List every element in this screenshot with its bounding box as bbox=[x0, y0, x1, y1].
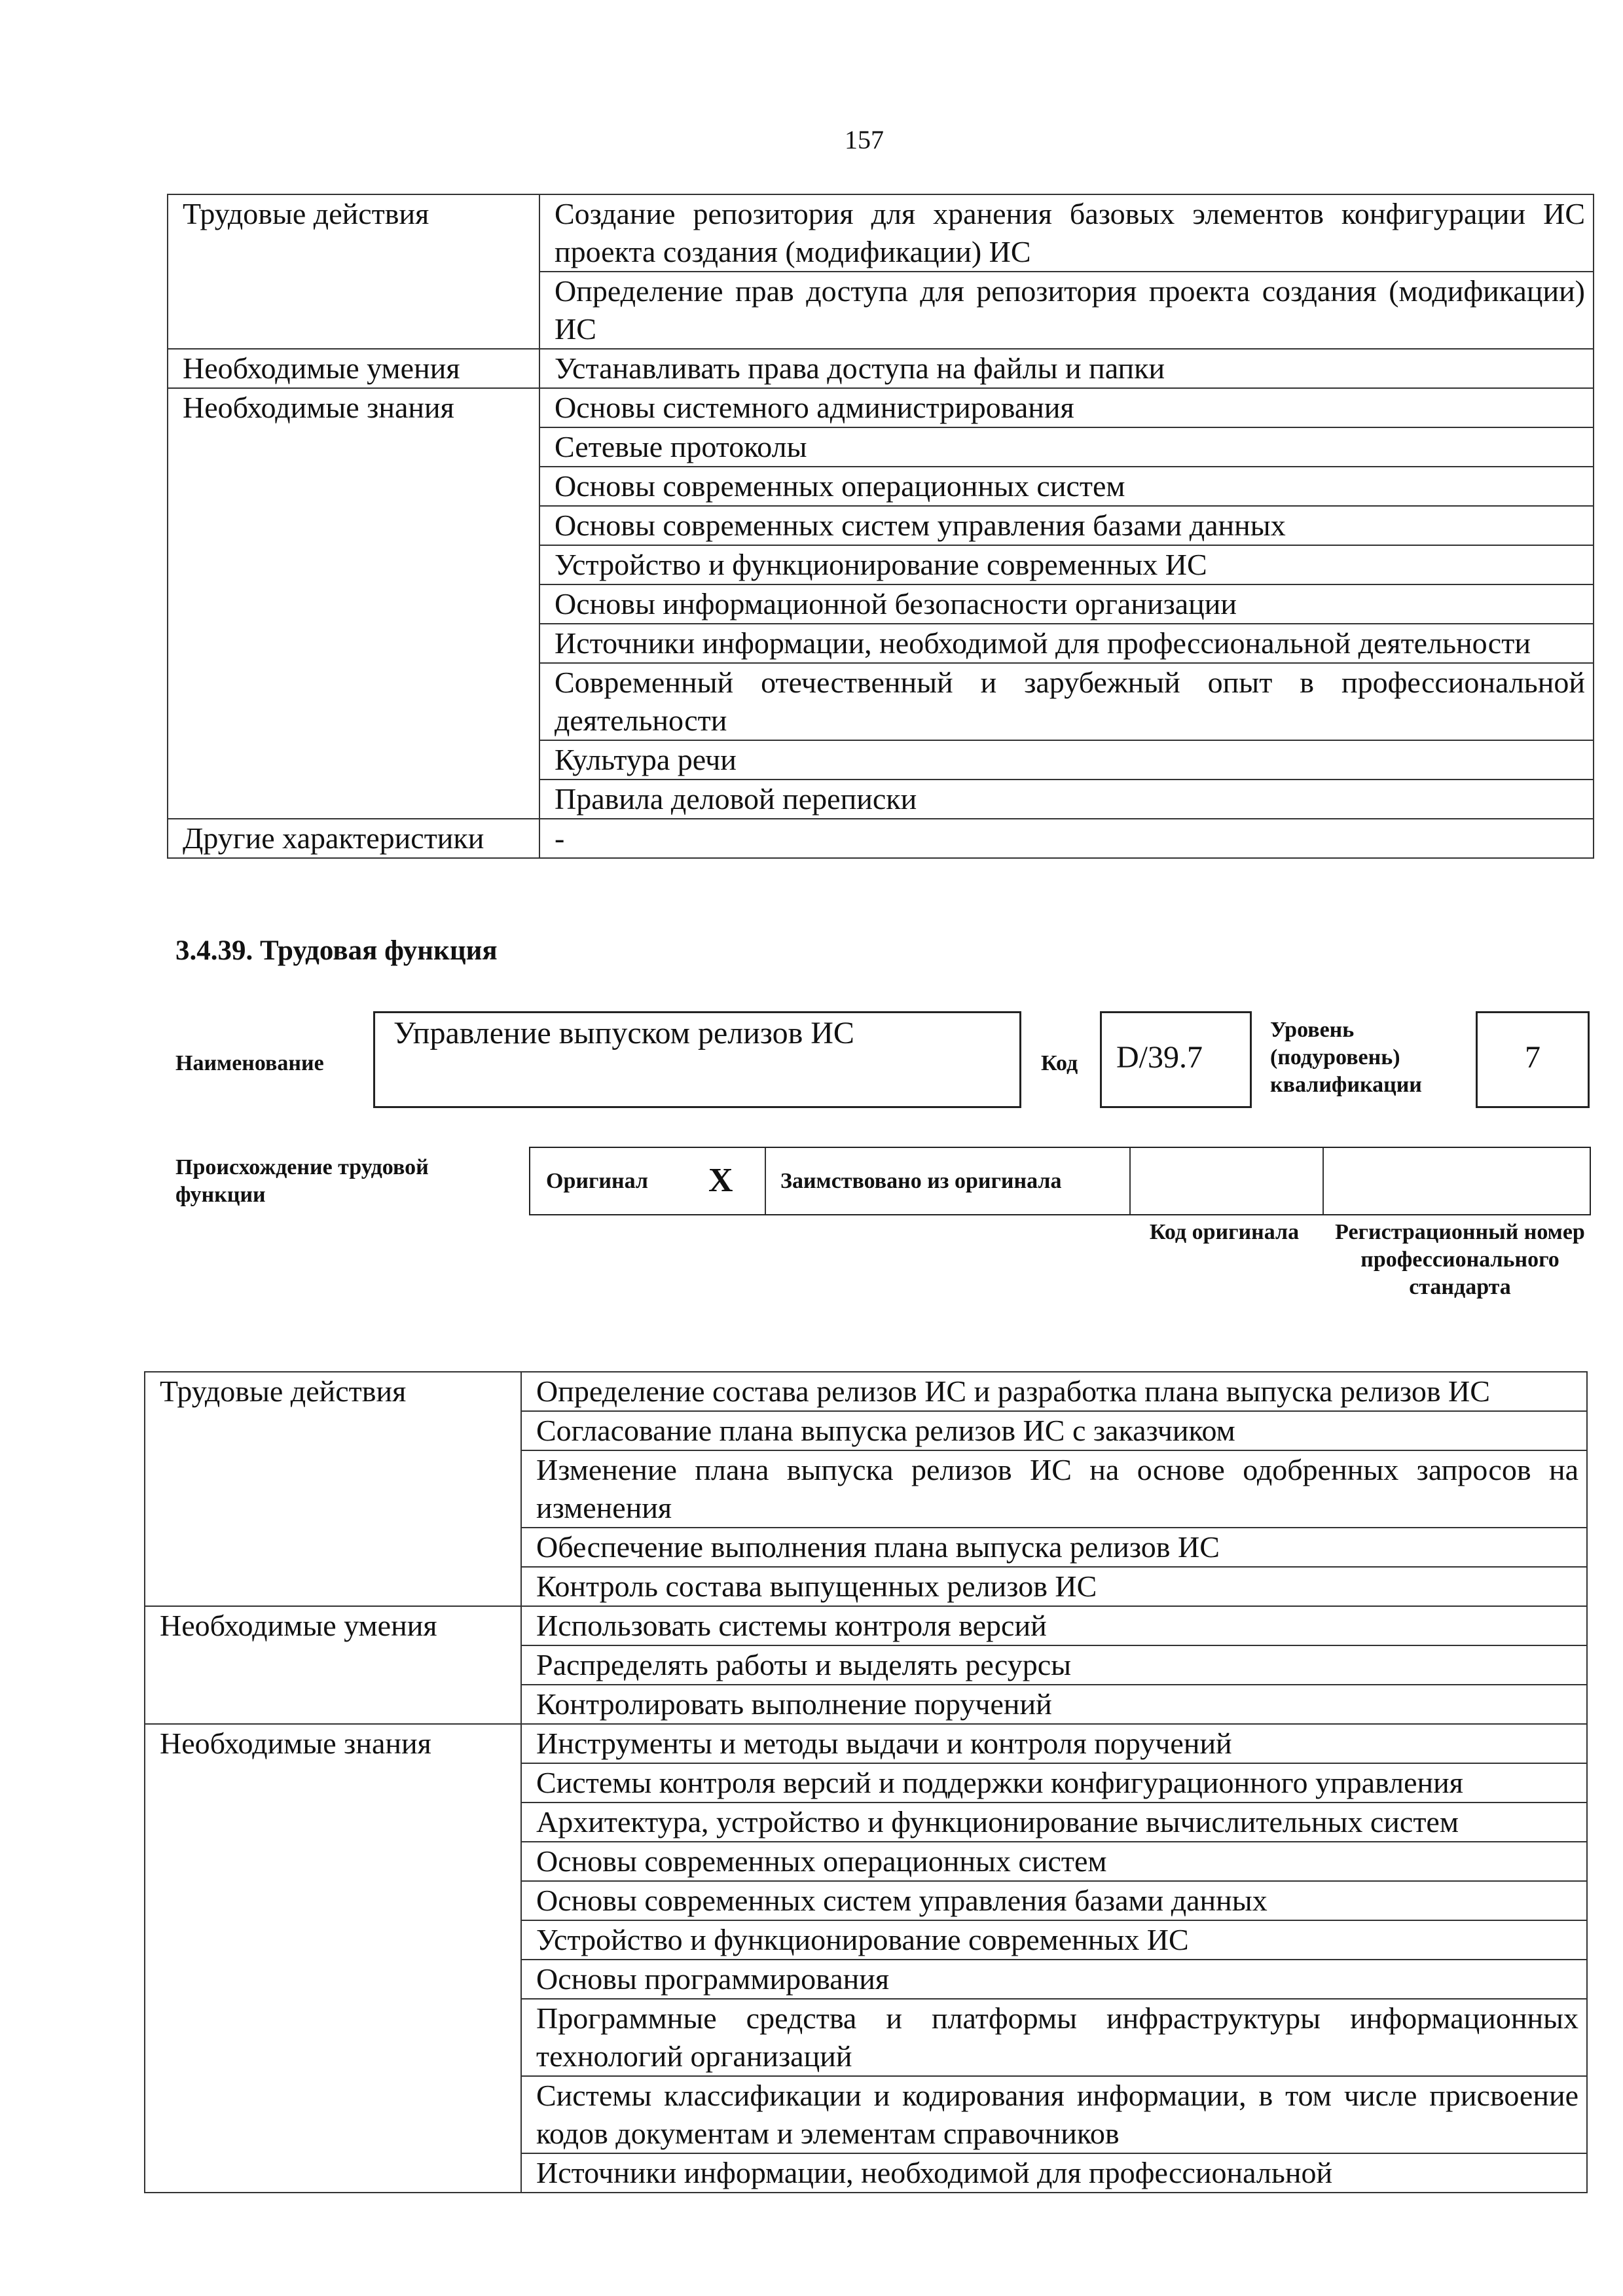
name-label: Наименование bbox=[175, 1051, 324, 1075]
row-item: Основы информационной безопасности организации bbox=[539, 584, 1594, 624]
code-label: Код bbox=[1041, 1051, 1078, 1075]
table-row bbox=[168, 819, 1594, 858]
section-heading: 3.4.39. Трудовая функция bbox=[175, 935, 498, 966]
level-box bbox=[1476, 1011, 1590, 1108]
row-item: - bbox=[539, 819, 1594, 858]
code-box bbox=[1100, 1011, 1252, 1108]
table-row bbox=[168, 349, 1594, 388]
table-row bbox=[145, 1724, 1587, 1763]
page-number: 157 bbox=[845, 125, 884, 154]
code-value: D/39.7 bbox=[1116, 1040, 1203, 1075]
name-box bbox=[373, 1011, 1021, 1108]
labor-function-table-bottom bbox=[144, 1371, 1588, 2193]
row-label: Необходимые знания bbox=[168, 388, 539, 819]
row-item: Основы современных систем управления базами данных bbox=[521, 1881, 1587, 1920]
row-label: Трудовые действия bbox=[145, 1372, 521, 1606]
row-item: Изменение плана выпуска релизов ИС на основе одобренных запросов на изменения bbox=[521, 1450, 1587, 1528]
row-item: Устройство и функционирование современных ИС bbox=[521, 1920, 1587, 1960]
original-label: Оригинал bbox=[546, 1169, 648, 1193]
row-item: Основы современных операционных систем bbox=[539, 467, 1594, 506]
divider bbox=[765, 1148, 766, 1214]
row-item: Распределять работы и выделять ресурсы bbox=[521, 1645, 1587, 1685]
table-body-2 bbox=[145, 1372, 1587, 2193]
row-item: Согласование плана выпуска релизов ИС с заказчиком bbox=[521, 1411, 1587, 1450]
row-item: Сетевые протоколы bbox=[539, 427, 1594, 467]
row-item: Системы контроля версий и поддержки конфигурационного управления bbox=[521, 1763, 1587, 1803]
row-label: Необходимые знания bbox=[145, 1724, 521, 2193]
row-item: Современный отечественный и зарубежный опыт в профессиональной деятельности bbox=[539, 663, 1594, 740]
origin-row bbox=[529, 1147, 1591, 1215]
row-item: Контролировать выполнение поручений bbox=[521, 1685, 1587, 1724]
reg-number-caption: Регистрационный номер профессионального стандарта bbox=[1335, 1220, 1585, 1299]
table-row bbox=[168, 388, 1594, 427]
level-value: 7 bbox=[1525, 1040, 1541, 1075]
row-label: Трудовые действия bbox=[168, 194, 539, 349]
row-item: Обеспечение выполнения плана выпуска релизов ИС bbox=[521, 1528, 1587, 1567]
row-item: Источники информации, необходимой для профессиональной bbox=[521, 2153, 1587, 2193]
table-body-1 bbox=[168, 194, 1594, 858]
row-item: Культура речи bbox=[539, 740, 1594, 780]
table-row bbox=[145, 1606, 1587, 1645]
row-item: Основы современных систем управления базами данных bbox=[539, 506, 1594, 545]
origin-label: Происхождение трудовой функции bbox=[175, 1155, 429, 1207]
row-label: Необходимые умения bbox=[145, 1606, 521, 1724]
row-item: Определение состава релизов ИС и разработка плана выпуска релизов ИС bbox=[521, 1372, 1587, 1411]
row-item: Контроль состава выпущенных релизов ИС bbox=[521, 1567, 1587, 1606]
table-row bbox=[168, 194, 1594, 272]
level-label: Уровень (подуровень) квалификации bbox=[1270, 1018, 1422, 1097]
code-original-caption: Код оригинала bbox=[1149, 1220, 1300, 1244]
divider bbox=[1322, 1148, 1324, 1214]
row-item: Источники информации, необходимой для профессиональной деятельности bbox=[539, 624, 1594, 663]
row-item: Системы классификации и кодирования информации, в том числе присвоение кодов документам и элементам справочников bbox=[521, 2076, 1587, 2153]
row-item: Основы программирования bbox=[521, 1960, 1587, 1999]
row-label: Необходимые умения bbox=[168, 349, 539, 388]
row-item: Использовать системы контроля версий bbox=[521, 1606, 1587, 1645]
row-item: Создание репозитория для хранения базовых элементов конфигурации ИС проекта создания (модификации) ИС bbox=[539, 194, 1594, 272]
original-mark: X bbox=[708, 1162, 733, 1199]
table-row bbox=[145, 1372, 1587, 1411]
row-item: Основы системного администрирования bbox=[539, 388, 1594, 427]
row-item: Архитектура, устройство и функционирование вычислительных систем bbox=[521, 1803, 1587, 1842]
row-label: Другие характеристики bbox=[168, 819, 539, 858]
row-item: Правила деловой переписки bbox=[539, 780, 1594, 819]
row-item: Программные средства и платформы инфраструктуры информационных технологий организаций bbox=[521, 1999, 1587, 2076]
row-item: Основы современных операционных систем bbox=[521, 1842, 1587, 1881]
divider bbox=[1129, 1148, 1131, 1214]
row-item: Устройство и функционирование современных ИС bbox=[539, 545, 1594, 584]
labor-function-table-top bbox=[167, 194, 1594, 859]
row-item: Определение прав доступа для репозитория проекта создания (модификации) ИС bbox=[539, 272, 1594, 349]
borrowed-label: Заимствовано из оригинала bbox=[780, 1169, 1062, 1193]
row-item: Инструменты и методы выдачи и контроля поручений bbox=[521, 1724, 1587, 1763]
name-value: Управление выпуском релизов ИС bbox=[393, 1016, 854, 1050]
row-item: Устанавливать права доступа на файлы и папки bbox=[539, 349, 1594, 388]
